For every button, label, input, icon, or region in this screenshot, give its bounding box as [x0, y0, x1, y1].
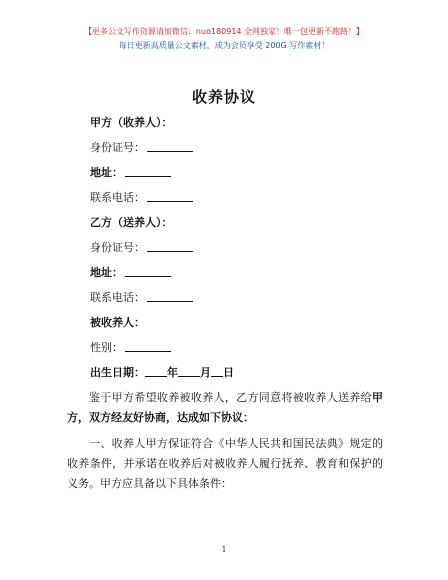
- birth-day-blank: [211, 366, 223, 377]
- party-a-id-blank: [147, 141, 193, 152]
- party-a-phone-row: [90, 191, 193, 205]
- preamble-part-2: 甲方，双方经友好协商，达成如下协议：: [67, 391, 383, 424]
- party-b-phone-label: 联系电话：: [90, 291, 145, 304]
- party-a-id-row: [90, 141, 193, 155]
- party-b-heading: 乙方（送养人）：: [90, 216, 173, 229]
- party-b-id-row: [90, 241, 193, 255]
- page-number: 1: [221, 545, 227, 554]
- party-a-id-label: 身份证号：: [90, 141, 145, 154]
- birth-year-label: 年: [167, 366, 178, 379]
- preamble-paragraph: [67, 388, 383, 428]
- party-b-id-blank: [147, 241, 193, 252]
- adoptee-gender-row: [90, 341, 171, 355]
- adoptee-gender-label: 性别：: [90, 341, 123, 354]
- party-a-phone-blank: [147, 191, 193, 202]
- birth-year-blank: [145, 366, 167, 377]
- party-a-heading: 甲方（收养人）：: [90, 116, 173, 129]
- party-b-address-row: [90, 266, 171, 280]
- party-b-phone-blank: [147, 291, 193, 302]
- party-b-id-label: 身份证号：: [90, 241, 145, 254]
- party-b-address-label: 地址：: [90, 266, 123, 279]
- party-b-phone-row: [90, 291, 193, 305]
- adoptee-heading: 被收养人：: [90, 316, 145, 329]
- adoptee-birth-row: [90, 366, 234, 380]
- clause-1-paragraph: 一、收养人甲方保证符合《中华人民共和国民法典》规定的收养条件，并承诺在收养后对被收养人履行抚养、教育和保护的义务。甲方应具备以下具体条件：: [67, 437, 383, 490]
- party-b-address-blank: [125, 266, 171, 277]
- header-banner: [0, 26, 448, 52]
- birth-month-blank: [178, 366, 200, 377]
- preamble-part-1: 鉴于甲方希望收养被收养人，乙方同意将被收养人送养给: [89, 391, 372, 404]
- birth-month-label: 月: [200, 366, 211, 379]
- party-a-address-row: [90, 166, 171, 180]
- banner-line-1: 【更多公文写作资源请加微信：nuo180914 全网独家！唯一包更新不跑路！】: [83, 27, 365, 36]
- birth-day-label: 日: [223, 366, 234, 379]
- adoptee-birth-label: 出生日期：: [90, 366, 145, 379]
- banner-line-2: 每日更新高质量公文素材，成为会员享受 200G 写作素材！: [118, 41, 330, 50]
- party-a-address-blank: [125, 166, 171, 177]
- party-a-phone-label: 联系电话：: [90, 191, 145, 204]
- party-a-address-label: 地址：: [90, 166, 123, 179]
- adoptee-gender-blank: [125, 341, 171, 352]
- page-title: 收养协议: [191, 88, 256, 106]
